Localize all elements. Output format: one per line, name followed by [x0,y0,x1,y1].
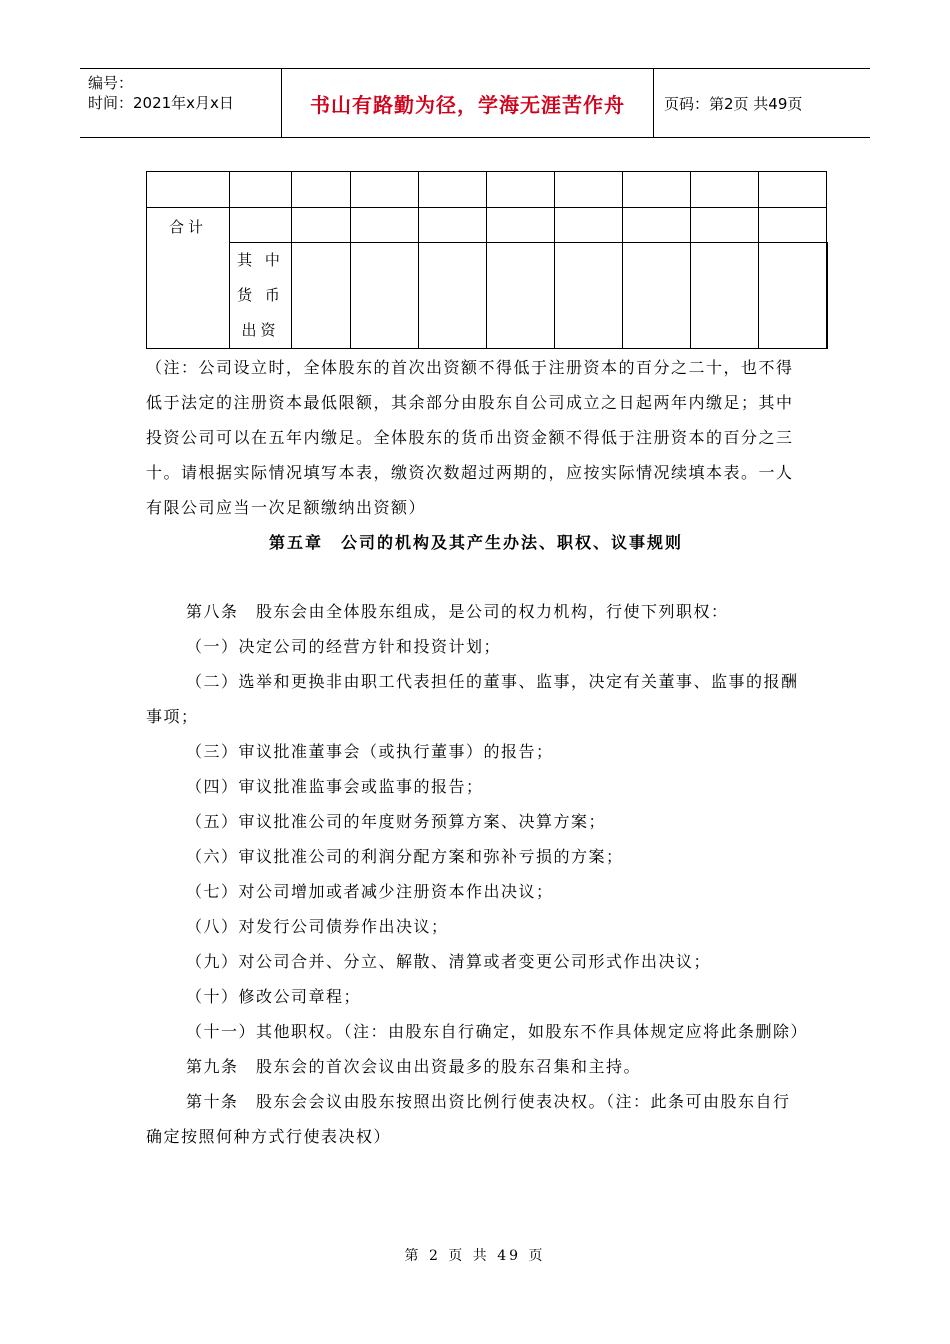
article-paragraph: （十一）其他职权。（注：由股东自行确定，如股东不作具体规定应将此条删除） [186,1022,809,1041]
table-cell [623,172,691,208]
table-cell [351,243,419,349]
article-paragraph: （七）对公司增加或者减少注册资本作出决议； [186,882,554,901]
table-cell [487,208,555,243]
table-cell [487,243,555,349]
article-paragraph: （五）审议批准公司的年度财务预算方案、决算方案； [186,812,607,831]
sub-label-line: 其 中 [237,251,284,269]
capital-contribution-table [146,171,828,349]
table-cell [623,243,691,349]
article-paragraph: 第十条 股东会会议由股东按照出资比例行使表决权。（注：此条可由股东自行确定按照何种方式行使表决权） [146,1092,791,1146]
table-cell [419,172,487,208]
article-paragraph: （四）审议批准监事会或监事的报告； [186,777,484,796]
table-cell [691,172,759,208]
table-cell [555,243,623,349]
sub-label-line: 货 币 [237,286,284,304]
article-paragraph: （十）修改公司章程； [186,987,362,1006]
note-paragraph: （注：公司设立时，全体股东的首次出资额不得低于注册资本的百分之二十，也不得低于法定的注册资本最低限额，其余部分由股东自公司成立之日起两年内缴足；其中投资公司可以在五年内缴足。全体股东的货币出资金额不得低于注册资本的百分之三十。请根据实际情况填写本表，缴资次数超过两期的，应按实际情况续填本表。一人有限公司应当一次足额缴纳出资额） [146,358,794,517]
article-paragraph: 第九条 股东会的首次会议由出资最多的股东召集和主持。 [186,1057,642,1076]
table-cell [759,172,827,208]
article-paragraph: （二）选举和更换非由职工代表担任的董事、监事，决定有关董事、监事的报酬事项； [146,672,799,726]
header-meta [80,69,282,137]
document-time: 时间：2021年x月x日 [88,94,234,112]
table-cell [759,208,827,243]
sub-label-line: 出资 [241,321,280,339]
page-header [80,68,870,138]
table-cell [147,172,230,208]
table-cell [292,208,351,243]
header-page-code: 页码：第2页 共49页 [664,94,803,113]
table-cell [292,172,351,208]
table-cell [351,172,419,208]
chapter-title: 第五章 公司的机构及其产生办法、职权、议事规则 [268,533,683,552]
document-number-label: 编号： [88,74,134,92]
table-cell [230,208,292,243]
header-motto: 书山有路勤为径，学海无涯苦作舟 [310,92,625,117]
article-paragraph: （六）审议批准公司的利润分配方案和弥补亏损的方案； [186,847,624,866]
table-cell [827,243,828,349]
table-cell [487,172,555,208]
table-cell [419,243,487,349]
page-footer: 第 2 页 共 49 页 [404,1248,546,1264]
article-paragraph: 第八条 股东会由全体股东组成，是公司的权力机构，行使下列职权： [186,602,729,621]
table-row [147,172,828,208]
article-paragraph: （三）审议批准董事会（或执行董事）的报告； [186,742,554,761]
total-label: 合计 [147,208,230,349]
table-cell [292,243,351,349]
table-cell [555,208,623,243]
table-cell [230,172,292,208]
table-cell [419,208,487,243]
article-paragraph: （一）决定公司的经营方针和投资计划； [186,637,502,656]
header-motto-cell [282,69,654,137]
table-row [147,243,828,349]
table-cell [555,172,623,208]
article-paragraph: （八）对发行公司债券作出决议； [186,917,449,936]
table-cell [351,208,419,243]
table-row [147,208,828,243]
currency-contribution-label [230,243,292,349]
article-paragraph: （九）对公司合并、分立、解散、清算或者变更公司形式作出决议； [186,952,712,971]
document-body [146,350,809,1154]
table-cell [759,243,827,349]
table-cell [691,208,759,243]
table-cell [623,208,691,243]
table-cell [691,243,759,349]
